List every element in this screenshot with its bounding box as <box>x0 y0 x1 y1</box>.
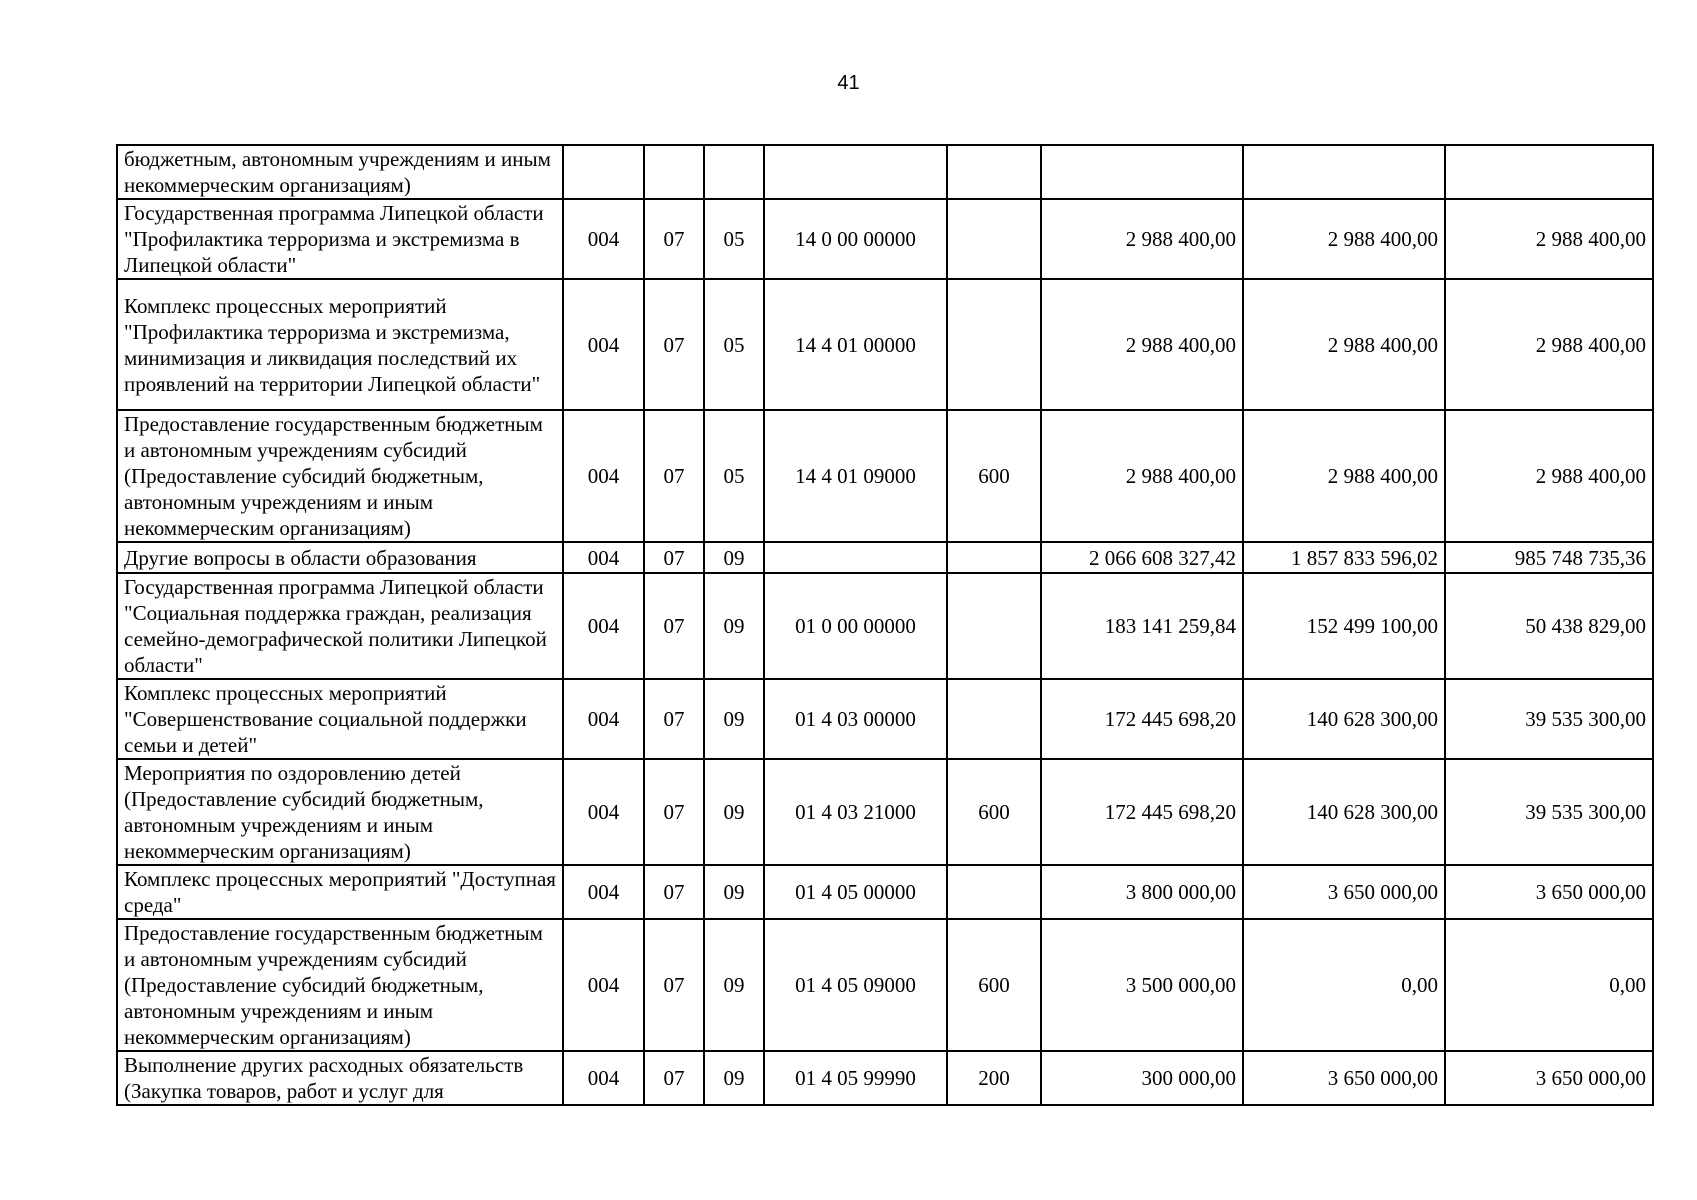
ministry-code: 004 <box>563 919 644 1051</box>
subsection-code: 09 <box>704 542 764 573</box>
expense-type-code <box>947 865 1041 919</box>
subsection-code: 05 <box>704 279 764 410</box>
section-code: 07 <box>644 542 704 573</box>
amount-year-3: 985 748 735,36 <box>1445 542 1653 573</box>
amount-year-3: 2 988 400,00 <box>1445 410 1653 542</box>
amount-year-2: 2 988 400,00 <box>1243 279 1445 410</box>
section-code: 07 <box>644 279 704 410</box>
amount-year-2: 3 650 000,00 <box>1243 865 1445 919</box>
ministry-code: 004 <box>563 410 644 542</box>
ministry-code: 004 <box>563 759 644 865</box>
budget-table <box>116 144 1654 1106</box>
ministry-code: 004 <box>563 679 644 759</box>
subsection-code <box>704 145 764 199</box>
table-row <box>117 279 1653 410</box>
expense-type-code <box>947 279 1041 410</box>
row-name: Комплекс процессных мероприятий "Совершенствование социальной поддержки семьи и детей" <box>117 679 563 759</box>
section-code: 07 <box>644 679 704 759</box>
target-article-code: 01 4 05 00000 <box>764 865 947 919</box>
section-code <box>644 145 704 199</box>
amount-year-3: 3 650 000,00 <box>1445 1051 1653 1105</box>
amount-year-3: 2 988 400,00 <box>1445 279 1653 410</box>
amount-year-1: 3 500 000,00 <box>1041 919 1243 1051</box>
amount-year-3: 39 535 300,00 <box>1445 759 1653 865</box>
table-row <box>117 199 1653 279</box>
subsection-code: 09 <box>704 573 764 679</box>
amount-year-3: 0,00 <box>1445 919 1653 1051</box>
amount-year-1: 3 800 000,00 <box>1041 865 1243 919</box>
ministry-code: 004 <box>563 279 644 410</box>
amount-year-1: 300 000,00 <box>1041 1051 1243 1105</box>
row-name: Выполнение других расходных обязательств (Закупка товаров, работ и услуг для <box>117 1051 563 1105</box>
target-article-code <box>764 542 947 573</box>
expense-type-code <box>947 145 1041 199</box>
ministry-code: 004 <box>563 542 644 573</box>
amount-year-2: 1 857 833 596,02 <box>1243 542 1445 573</box>
target-article-code <box>764 145 947 199</box>
amount-year-1: 183 141 259,84 <box>1041 573 1243 679</box>
subsection-code: 09 <box>704 1051 764 1105</box>
amount-year-2: 140 628 300,00 <box>1243 679 1445 759</box>
target-article-code: 01 4 05 09000 <box>764 919 947 1051</box>
ministry-code: 004 <box>563 1051 644 1105</box>
expense-type-code: 600 <box>947 919 1041 1051</box>
expense-type-code: 200 <box>947 1051 1041 1105</box>
section-code: 07 <box>644 573 704 679</box>
expense-type-code: 600 <box>947 410 1041 542</box>
row-name: Государственная программа Липецкой области "Профилактика терроризма и экстремизма в Липецкой области" <box>117 199 563 279</box>
expense-type-code: 600 <box>947 759 1041 865</box>
amount-year-3: 39 535 300,00 <box>1445 679 1653 759</box>
amount-year-1: 172 445 698,20 <box>1041 759 1243 865</box>
row-name: Предоставление государственным бюджетным и автономным учреждениям субсидий (Предоставление субсидий бюджетным, автономным учреждениям и иным некоммерческим организациям) <box>117 919 563 1051</box>
row-name: Мероприятия по оздоровлению детей (Предоставление субсидий бюджетным, автономным учреждениям и иным некоммерческим организациям) <box>117 759 563 865</box>
target-article-code: 01 4 03 21000 <box>764 759 947 865</box>
target-article-code: 14 0 00 00000 <box>764 199 947 279</box>
ministry-code: 004 <box>563 865 644 919</box>
row-name: Комплекс процессных мероприятий "Профилактика терроризма и экстремизма, минимизация и ликвидация последствий их проявлений на территории Липецкой области" <box>117 279 563 410</box>
subsection-code: 09 <box>704 865 764 919</box>
amount-year-2: 2 988 400,00 <box>1243 199 1445 279</box>
amount-year-1: 2 988 400,00 <box>1041 410 1243 542</box>
amount-year-2: 140 628 300,00 <box>1243 759 1445 865</box>
amount-year-3 <box>1445 145 1653 199</box>
table-row <box>117 865 1653 919</box>
expense-type-code <box>947 542 1041 573</box>
table-row <box>117 145 1653 199</box>
row-name: Государственная программа Липецкой области "Социальная поддержка граждан, реализация семейно-демографической политики Липецкой области" <box>117 573 563 679</box>
expense-type-code <box>947 573 1041 679</box>
table-row <box>117 410 1653 542</box>
section-code: 07 <box>644 410 704 542</box>
amount-year-3: 3 650 000,00 <box>1445 865 1653 919</box>
amount-year-3: 50 438 829,00 <box>1445 573 1653 679</box>
row-name: Предоставление государственным бюджетным и автономным учреждениям субсидий (Предоставление субсидий бюджетным, автономным учреждениям и иным некоммерческим организациям) <box>117 410 563 542</box>
amount-year-1: 2 988 400,00 <box>1041 199 1243 279</box>
ministry-code <box>563 145 644 199</box>
row-name: бюджетным, автономным учреждениям и иным некоммерческим организациям) <box>117 145 563 199</box>
expense-type-code <box>947 199 1041 279</box>
amount-year-3: 2 988 400,00 <box>1445 199 1653 279</box>
amount-year-2: 3 650 000,00 <box>1243 1051 1445 1105</box>
target-article-code: 01 4 03 00000 <box>764 679 947 759</box>
subsection-code: 09 <box>704 679 764 759</box>
subsection-code: 05 <box>704 199 764 279</box>
section-code: 07 <box>644 199 704 279</box>
amount-year-1: 2 066 608 327,42 <box>1041 542 1243 573</box>
subsection-code: 05 <box>704 410 764 542</box>
table-row <box>117 759 1653 865</box>
amount-year-2: 0,00 <box>1243 919 1445 1051</box>
amount-year-2 <box>1243 145 1445 199</box>
table-row <box>117 542 1653 573</box>
subsection-code: 09 <box>704 759 764 865</box>
expense-type-code <box>947 679 1041 759</box>
target-article-code: 14 4 01 00000 <box>764 279 947 410</box>
table-row <box>117 573 1653 679</box>
target-article-code: 14 4 01 09000 <box>764 410 947 542</box>
table-row <box>117 919 1653 1051</box>
row-name: Другие вопросы в области образования <box>117 542 563 573</box>
section-code: 07 <box>644 1051 704 1105</box>
amount-year-1 <box>1041 145 1243 199</box>
target-article-code: 01 4 05 99990 <box>764 1051 947 1105</box>
ministry-code: 004 <box>563 573 644 679</box>
subsection-code: 09 <box>704 919 764 1051</box>
amount-year-1: 172 445 698,20 <box>1041 679 1243 759</box>
target-article-code: 01 0 00 00000 <box>764 573 947 679</box>
page-number: 41 <box>837 72 860 94</box>
section-code: 07 <box>644 759 704 865</box>
amount-year-1: 2 988 400,00 <box>1041 279 1243 410</box>
amount-year-2: 152 499 100,00 <box>1243 573 1445 679</box>
amount-year-2: 2 988 400,00 <box>1243 410 1445 542</box>
table-row <box>117 679 1653 759</box>
row-name: Комплекс процессных мероприятий "Доступная среда" <box>117 865 563 919</box>
ministry-code: 004 <box>563 199 644 279</box>
section-code: 07 <box>644 865 704 919</box>
table-row <box>117 1051 1653 1105</box>
section-code: 07 <box>644 919 704 1051</box>
